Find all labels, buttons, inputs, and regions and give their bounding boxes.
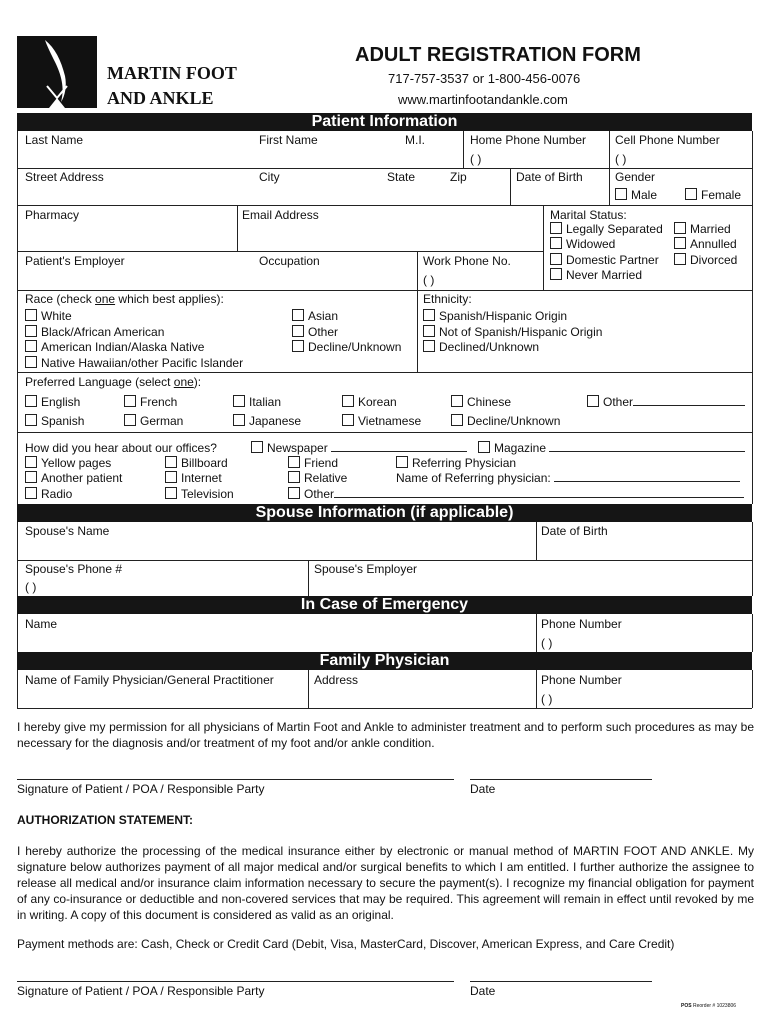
ethnicity-label: Ethnicity: [423, 292, 472, 306]
street-label: Street Address [25, 170, 104, 184]
section-spouse-information: Spouse Information (if applicable) [17, 504, 752, 522]
payment-methods: Payment methods are: Cash, Check or Credit Card (Debit, Visa, MasterCard, Discover, American Express, and Care Credit) [17, 937, 675, 951]
race-american-indian[interactable]: American Indian/Alaska Native [25, 340, 204, 354]
last-name-label: Last Name [25, 133, 84, 147]
hear-billboard[interactable]: Billboard [165, 456, 228, 470]
spouse-phone-field[interactable]: ( ) [25, 580, 37, 594]
lang-german[interactable]: German [124, 414, 183, 428]
consent-signature-line[interactable] [17, 779, 454, 780]
mi-label: M.I. [405, 133, 425, 147]
emergency-phone-label: Phone Number [541, 617, 622, 631]
hear-radio[interactable]: Radio [25, 487, 72, 501]
lang-chinese[interactable]: Chinese [451, 395, 511, 409]
referring-physician-name[interactable]: Name of Referring physician: [396, 471, 740, 485]
marital-divorced[interactable]: Divorced [674, 253, 737, 267]
lang-vietnamese[interactable]: Vietnamese [342, 414, 421, 428]
gender-female-option[interactable]: Female [685, 188, 741, 202]
spouse-employer-label: Spouse's Employer [314, 562, 418, 576]
hear-referring-physician[interactable]: Referring Physician [396, 456, 516, 470]
logo-mark-icon [17, 36, 97, 108]
hear-label: How did you hear about our offices? [25, 441, 217, 455]
race-white[interactable]: White [25, 309, 72, 323]
lang-japanese[interactable]: Japanese [233, 414, 301, 428]
hear-another-patient[interactable]: Another patient [25, 471, 122, 485]
physician-name-label: Name of Family Physician/General Practitioner [25, 673, 274, 687]
logo-text-line2: AND ANKLE [107, 88, 214, 108]
marital-widowed[interactable]: Widowed [550, 237, 615, 251]
marital-annulled[interactable]: Annulled [674, 237, 737, 251]
section-family-physician: Family Physician [17, 652, 752, 670]
logo-text-line1: MARTIN FOOT [107, 63, 237, 83]
consent-date-line[interactable] [470, 779, 652, 780]
hear-friend[interactable]: Friend [288, 456, 338, 470]
authorization-text: I hereby authorize the processing of the medical insurance either by electronic or manual method of MARTIN FOOT AND ANKLE. My signature below authorizes payment of all major medical and/or surgical benefits to which I am entitled. I further authorize the assignee to release all medical and/or insurance claim information necessary to secure the payment(s). I recognize my financial obligation for payment of any co-insurance or deductible and non-covered services that may be required. This agreement will remain in effect until revoked by me in writing. A copy of this document is considered as valid as an original. [17, 844, 754, 922]
spouse-name-label: Spouse's Name [25, 524, 110, 538]
lang-english[interactable]: English [25, 395, 80, 409]
section-patient-information: Patient Information [17, 113, 752, 131]
consent-text: I hereby give my permission for all physicians of Martin Foot and Ankle to administer treatment and to perform such procedures as may be necessary for the diagnosis and/or treatment of my foot and/or ankle condition. [17, 720, 754, 750]
home-phone-field[interactable]: ( ) [470, 152, 482, 166]
gender-male-option[interactable]: Male [615, 188, 657, 202]
race-asian[interactable]: Asian [292, 309, 338, 323]
email-label: Email Address [242, 208, 319, 222]
lang-french[interactable]: French [124, 395, 177, 409]
first-name-label: First Name [259, 133, 318, 147]
hear-newspaper[interactable]: Newspaper [251, 441, 467, 455]
lang-spanish[interactable]: Spanish [25, 414, 84, 428]
home-phone-label: Home Phone Number [470, 133, 587, 147]
form-title: ADULT REGISTRATION FORM [355, 44, 641, 66]
auth-signature-line[interactable] [17, 981, 454, 982]
occupation-label: Occupation [259, 254, 320, 268]
emergency-name-label: Name [25, 617, 58, 631]
cell-phone-field[interactable]: ( ) [615, 152, 627, 166]
ethnicity-hispanic[interactable]: Spanish/Hispanic Origin [423, 309, 567, 323]
cell-phone-label: Cell Phone Number [615, 133, 720, 147]
race-label: Race (check one which best applies): [25, 292, 224, 306]
marital-legally-separated[interactable]: Legally Separated [550, 222, 663, 236]
physician-phone-label: Phone Number [541, 673, 622, 687]
hear-relative[interactable]: Relative [288, 471, 347, 485]
checkbox[interactable] [685, 188, 697, 200]
physician-phone-field[interactable]: ( ) [541, 692, 553, 706]
lang-italian[interactable]: Italian [233, 395, 281, 409]
hear-internet[interactable]: Internet [165, 471, 222, 485]
spouse-phone-label: Spouse's Phone # [25, 562, 123, 576]
auth-date-label: Date [470, 984, 496, 998]
race-decline[interactable]: Decline/Unknown [292, 340, 401, 354]
hear-yellow-pages[interactable]: Yellow pages [25, 456, 111, 470]
consent-signature-label: Signature of Patient / POA / Responsible Party [17, 782, 265, 796]
state-label: State [387, 170, 416, 184]
hear-television[interactable]: Television [165, 487, 234, 501]
dob-label: Date of Birth [516, 170, 583, 184]
race-black[interactable]: Black/African American [25, 325, 164, 339]
lang-korean[interactable]: Korean [342, 395, 397, 409]
auth-date-line[interactable] [470, 981, 652, 982]
marital-status-label: Marital Status: [550, 208, 627, 222]
race-native-hawaiian[interactable]: Native Hawaiian/other Pacific Islander [25, 356, 243, 370]
ethnicity-declined[interactable]: Declined/Unknown [423, 340, 539, 354]
auth-signature-label: Signature of Patient / POA / Responsible Party [17, 984, 265, 998]
lang-other[interactable]: Other [587, 395, 745, 409]
reorder-number: POS Reorder # 1023806 [681, 1003, 737, 1009]
zip-label: Zip [450, 170, 467, 184]
pharmacy-label: Pharmacy [25, 208, 80, 222]
employer-label: Patient's Employer [25, 254, 125, 268]
work-phone-field[interactable]: ( ) [423, 273, 435, 287]
gender-label: Gender [615, 170, 656, 184]
ethnicity-not-hispanic[interactable]: Not of Spanish/Hispanic Origin [423, 325, 602, 339]
physician-address-label: Address [314, 673, 359, 687]
section-emergency: In Case of Emergency [17, 596, 752, 614]
consent-date-label: Date [470, 782, 496, 796]
race-other[interactable]: Other [292, 325, 338, 339]
logo [17, 36, 97, 108]
city-label: City [259, 170, 280, 184]
authorization-heading: AUTHORIZATION STATEMENT: [17, 813, 193, 827]
checkbox[interactable] [615, 188, 627, 200]
lang-decline[interactable]: Decline/Unknown [451, 414, 560, 428]
spouse-dob-label: Date of Birth [541, 524, 608, 538]
marital-domestic-partner[interactable]: Domestic Partner [550, 253, 659, 267]
marital-married[interactable]: Married [674, 222, 731, 236]
header-website: www.martinfootandankle.com [398, 92, 568, 107]
marital-never-married[interactable]: Never Married [550, 268, 642, 282]
header-phone: 717-757-3537 or 1-800-456-0076 [388, 71, 581, 86]
hear-magazine[interactable]: Magazine [478, 441, 745, 455]
language-label: Preferred Language (select one): [25, 375, 202, 389]
hear-other[interactable]: Other [288, 487, 744, 501]
emergency-phone-field[interactable]: ( ) [541, 636, 553, 650]
work-phone-label: Work Phone No. [423, 254, 511, 268]
